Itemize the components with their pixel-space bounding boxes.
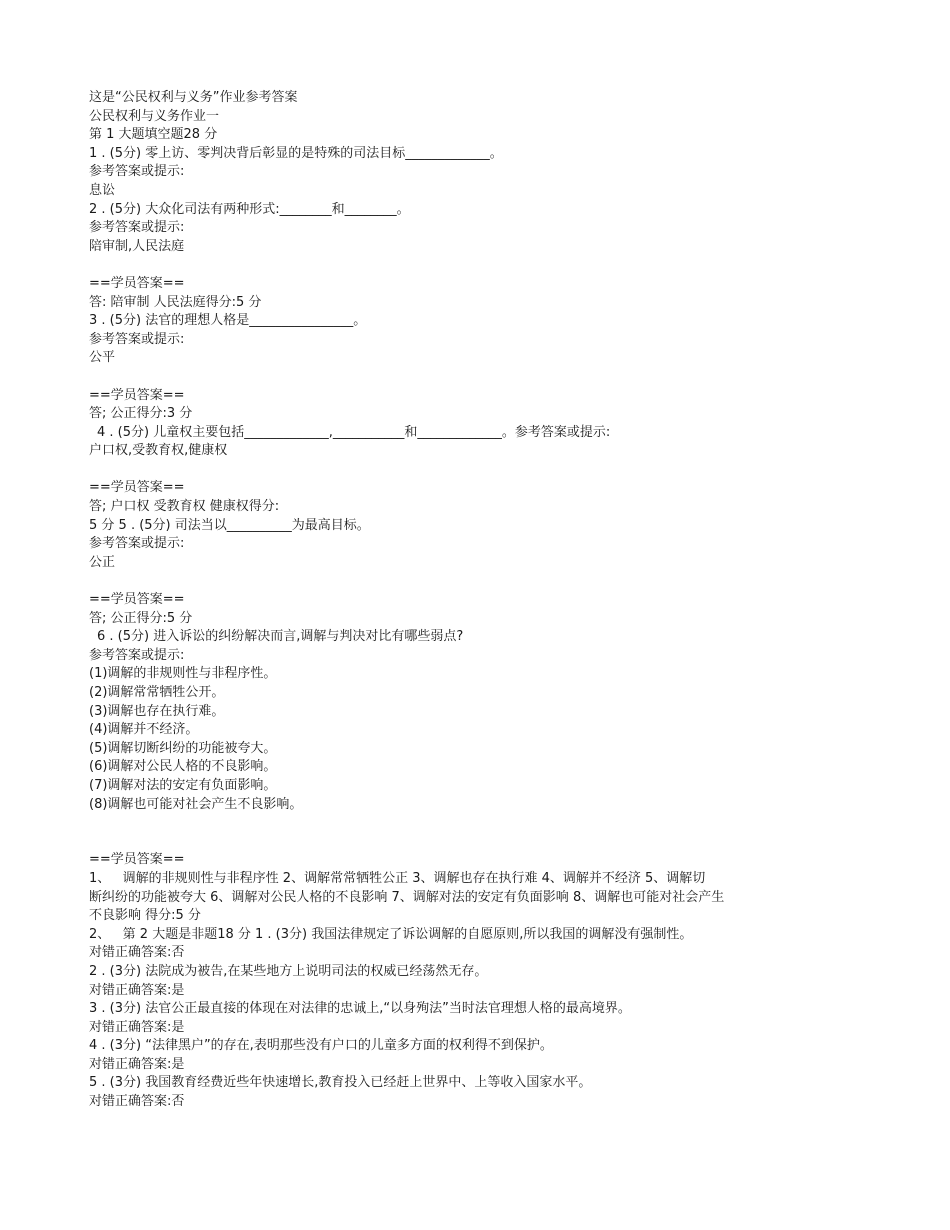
q1-ref-answer: 息讼	[89, 182, 116, 198]
section-2-answer: 对错正确答案:是	[89, 1019, 185, 1035]
q2-ref-answer: 陪审制,人民法庭	[89, 238, 185, 254]
spacer	[89, 368, 879, 387]
q2-question: 2 . (5分) 大众化司法有两种形式:________和________。	[89, 201, 410, 217]
section-2-answer: 对错正确答案:是	[89, 1056, 185, 1072]
section-2-question: 2 . (3分) 法院成为被告,在某些地方上说明司法的权威已经荡然无存。	[89, 963, 488, 979]
q5-ref-answer: 公正	[89, 554, 116, 570]
q6-question: 6 . (5分) 进入诉讼的纠纷解决而言,调解与判决对比有哪些弱点?	[97, 629, 464, 645]
section-2-answer: 对错正确答案:否	[89, 1094, 185, 1110]
q6-ref-point: (3)调解也存在执行难。	[89, 703, 225, 719]
section-2-first-line: 2、 第 2 大题是非题18 分 1 . (3分) 我国法律规定了诉讼调解的自愿原则,所以我国的调解没有强制性。	[89, 926, 693, 942]
spacer	[89, 833, 879, 852]
q6-ref-point: (7)调解对法的安定有负面影响。	[89, 777, 277, 793]
spacer	[89, 256, 879, 275]
q2-ref-label: 参考答案或提示:	[89, 220, 185, 236]
q6-student-answer-line: 断纠纷的功能被夸大 6、调解对公民人格的不良影响 7、调解对法的安定有负面影响 8、调解也可能对社会产生	[89, 889, 725, 905]
q5-student-answer: 答; 公正得分:5 分	[89, 610, 193, 626]
q6-ref-label: 参考答案或提示:	[89, 647, 185, 663]
q1-question: 1 . (5分) 零上访、零判决背后彰显的是特殊的司法目标_____________。	[89, 145, 503, 161]
section-1-header: 第 1 大题填空题28 分	[89, 127, 218, 143]
q4-ref-answer: 户口权,受教育权,健康权	[89, 443, 228, 459]
q3-ref-label: 参考答案或提示:	[89, 331, 185, 347]
q3-student-answer: 答; 公正得分:3 分	[89, 406, 193, 422]
q6-ref-point: (6)调解对公民人格的不良影响。	[89, 759, 277, 775]
q6-student-answer-line: 不良影响 得分:5 分	[89, 908, 201, 924]
q2-student-header: ==学员答案==	[89, 275, 185, 291]
section-2-question: 3 . (3分) 法官公正最直接的体现在对法律的忠诚上,“以身殉法”当时法官理想人格的最高境界。	[89, 1001, 631, 1017]
q4-student-answer: 答; 户口权 受教育权 健康权得分:	[89, 499, 280, 515]
q4-student-header: ==学员答案==	[89, 480, 185, 496]
q3-question: 3 . (5分) 法官的理想人格是________________。	[89, 313, 367, 329]
q5-student-header: ==学员答案==	[89, 592, 185, 608]
q5-question: 5 分 5 . (5分) 司法当以__________为最高目标。	[89, 517, 370, 533]
q3-student-header: ==学员答案==	[89, 387, 185, 403]
document-page	[89, 89, 879, 1112]
q2-student-answer: 答: 陪审制 人民法庭得分:5 分	[89, 294, 262, 310]
q6-ref-point: (1)调解的非规则性与非程序性。	[89, 666, 277, 682]
q6-student-answer-line: 1、 调解的非规则性与非程序性 2、调解常常牺牲公正 3、调解也存在执行难 4、调解并不经济 5、调解切	[89, 870, 706, 886]
q5-ref-label: 参考答案或提示:	[89, 536, 185, 552]
q1-ref-label: 参考答案或提示:	[89, 164, 185, 180]
document-subtitle: 公民权利与义务作业一	[89, 108, 220, 124]
q6-ref-point: (4)调解并不经济。	[89, 722, 199, 738]
section-2-answer: 对错正确答案:否	[89, 945, 185, 961]
q6-student-header: ==学员答案==	[89, 852, 185, 868]
q6-ref-point: (5)调解切断纠纷的功能被夸大。	[89, 740, 277, 756]
spacer	[89, 814, 879, 833]
q6-ref-point: (2)调解常常牺牲公开。	[89, 685, 225, 700]
document-title: 这是“公民权利与义务”作业参考答案	[89, 90, 298, 105]
q3-ref-answer: 公平	[89, 350, 116, 366]
section-2-answer: 对错正确答案:是	[89, 982, 185, 998]
section-2-question: 5 . (3分) 我国教育经费近些年快速增长,教育投入已经赶上世界中、上等收入国家水平。	[89, 1075, 592, 1091]
spacer	[89, 572, 879, 591]
section-2-question: 4 . (3分) “法律黑户”的存在,表明那些没有户口的儿童多方面的权利得不到保护。	[89, 1038, 553, 1054]
q4-question: 4 . (5分) 儿童权主要包括_____________,___________和_____________。参考答案或提示:	[97, 424, 611, 440]
spacer	[89, 461, 879, 480]
q6-ref-point: (8)调解也可能对社会产生不良影响。	[89, 796, 303, 812]
